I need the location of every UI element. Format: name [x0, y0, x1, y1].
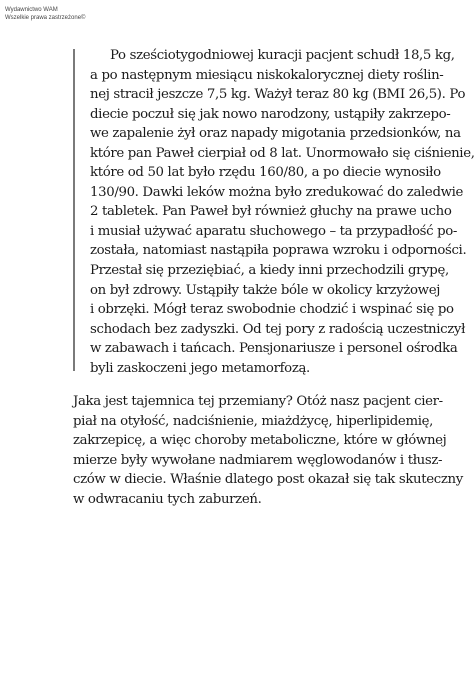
text-line: we zapalenie żył oraz napady migotania przedsionków, na: [90, 126, 461, 142]
text-line: i obrzęki. Mógł teraz swobodnie chodzić i wspinać się po: [90, 302, 454, 318]
text-line: a po następnym miesiącu niskokalorycznej diety roślin-: [90, 67, 444, 83]
text-line: 2 tabletek. Pan Paweł był również głuchy na prawe ucho: [90, 204, 452, 220]
text-line: czów w diecie. Właśnie dlatego post okazał się tak skuteczny: [73, 472, 463, 488]
text-line: on był zdrowy. Ustąpiły także bóle w okolicy krzyżowej: [90, 282, 441, 298]
copyright-notice: Wszelkie prawa zastrzeżone©: [5, 14, 86, 21]
text-line: 130/90. Dawki leków można było zredukować do zaledwie: [90, 184, 464, 200]
body-paragraph: [73, 392, 463, 510]
text-line: i musiał używać aparatu słuchowego – ta przypadłość po-: [90, 223, 458, 239]
text-line: Po sześciotygodniowej kuracji pacjent schudł 18,5 kg,: [110, 48, 455, 63]
case-study-blockquote: [90, 46, 475, 378]
text-line: które od 50 lat było rzędu 160/80, a po diecie wynosiło: [90, 165, 441, 181]
text-line: zakrzepicę, a więc choroby metaboliczne, które w głównej: [73, 433, 447, 449]
text-line: w zabawach i tańcach. Pensjonariusze i personel ośrodka: [90, 341, 458, 357]
text-line: nej stracił jeszcze 7,5 kg. Ważył teraz 80 kg (BMI 26,5). Po: [90, 87, 466, 103]
blockquote-rule: [73, 49, 75, 371]
text-line: diecie poczuł się jak nowo narodzony, ustąpiły zakrzepo-: [90, 106, 451, 122]
text-line: została, natomiast nastąpiła poprawa wzroku i odporności.: [90, 243, 467, 259]
text-line: schodach bez zadyszki. Od tej pory z radością uczestniczył: [90, 321, 466, 337]
text-line: piał na otyłość, nadciśnienie, miażdżycę, hiperlipidemię,: [73, 413, 434, 429]
publisher-name: Wydawnictwo WAM: [5, 7, 58, 13]
text-line: w odwracaniu tych zaburzeń.: [73, 491, 262, 507]
text-line: byli zaskoczeni jego metamorfozą.: [90, 360, 310, 376]
page-header: [5, 7, 85, 22]
text-line: które pan Paweł cierpiał od 8 lat. Unormowało się ciśnienie,: [90, 145, 475, 161]
text-line: Jaka jest tajemnica tej przemiany? Otóż nasz pacjent cier-: [73, 394, 443, 409]
text-line: mierze były wywołane nadmiarem węglowodanów i tłusz-: [73, 452, 443, 468]
text-line: Przestał się przeziębiać, a kiedy inni przechodzili grypę,: [90, 263, 449, 279]
